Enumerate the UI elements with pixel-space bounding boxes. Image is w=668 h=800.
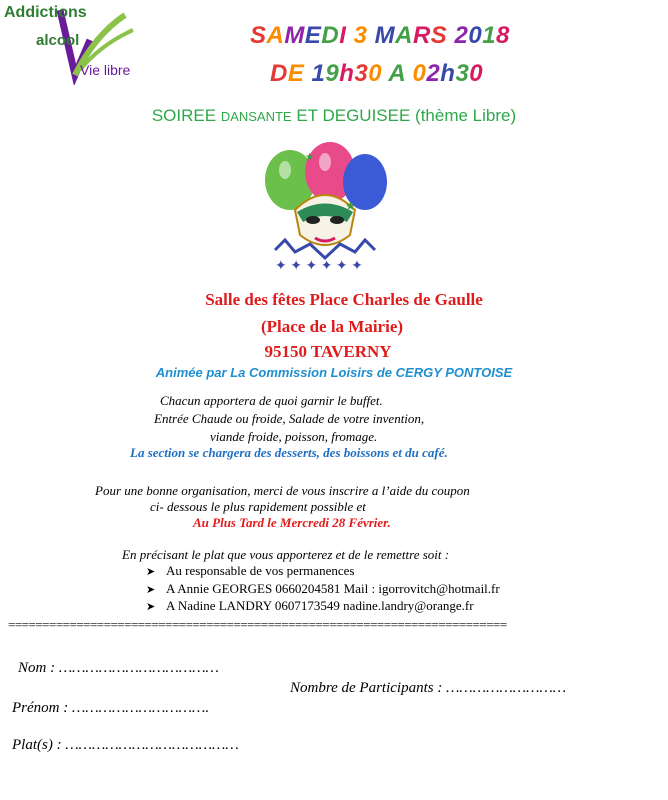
- venue-city: 95150 TAVERNY: [264, 342, 392, 361]
- registration-line1: Pour une bonne organisation, merci de vous inscrire a l’aide du coupon: [95, 483, 470, 498]
- venue-place: (Place de la Mairie): [260, 317, 404, 336]
- subtitle-part2: DANSANTE: [220, 109, 292, 124]
- arrow-bullet-icon: ➤: [146, 584, 156, 596]
- form-prenom[interactable]: Prénom : ………………………….: [12, 700, 210, 716]
- registration-line2: ci- dessous le plus rapidement possible et: [150, 499, 366, 514]
- logo: [0, 0, 160, 95]
- form-plats[interactable]: Plat(s) : …………………………………: [12, 737, 239, 753]
- venue-name: Salle des fêtes Place Charles de Gaulle: [205, 290, 483, 309]
- subtitle-part3: ET DEGUISEE (thème Libre): [291, 106, 517, 125]
- animated-by: Animée par La Commission Loisirs de CERGY PONTOISE: [155, 365, 513, 380]
- form-participants[interactable]: Nombre de Participants : ………………………: [290, 680, 567, 696]
- buffet-line3: viande froide, poisson, fromage.: [210, 429, 378, 444]
- contact-text: A Nadine LANDRY 0607173549 nadine.landry@orange.fr: [166, 598, 474, 613]
- contact-item: [146, 563, 354, 579]
- logo-line1: Addictions: [4, 4, 87, 21]
- carnival-mask-icon: [255, 140, 395, 280]
- buffet-line1: Chacun apportera de quoi garnir le buffet.: [160, 393, 383, 408]
- form-nom[interactable]: Nom : ………………………………: [18, 660, 219, 676]
- svg-text:★: ★: [345, 199, 356, 213]
- coupon-divider: =========================================================================: [8, 617, 507, 632]
- buffet-section-note: La section se chargera des desserts, des boissons et du café.: [130, 445, 448, 460]
- arrow-bullet-icon: ➤: [146, 601, 156, 613]
- logo-line3: Vie libre: [80, 62, 131, 78]
- registration-line3: En précisant le plat que vous apporterez et de le remettre soit :: [122, 547, 450, 562]
- svg-text:✦ ✦ ✦ ✦ ✦ ✦: ✦ ✦ ✦ ✦ ✦ ✦: [275, 259, 363, 274]
- buffet-line2: Entrée Chaude ou froide, Salade de votre invention,: [154, 411, 425, 426]
- contact-text: A Annie GEORGES 0660204581 Mail : igorrovitch@hotmail.fr: [166, 581, 500, 596]
- subtitle-part1: SOIREE: [151, 106, 221, 125]
- event-hours: DE 19h30 A 02h30: [270, 60, 484, 87]
- event-subtitle: [0, 106, 668, 126]
- registration-deadline: Au Plus Tard le Mercredi 28 Février.: [193, 515, 391, 530]
- arrow-bullet-icon: ➤: [146, 566, 156, 578]
- contact-text: Au responsable de vos permanences: [166, 563, 355, 578]
- contact-item: [146, 598, 474, 614]
- logo-line2: alcool: [36, 32, 80, 49]
- event-date: SAMEDI 3 MARS 2018: [250, 22, 510, 49]
- contact-item: [146, 581, 500, 597]
- svg-text:★: ★: [305, 152, 314, 163]
